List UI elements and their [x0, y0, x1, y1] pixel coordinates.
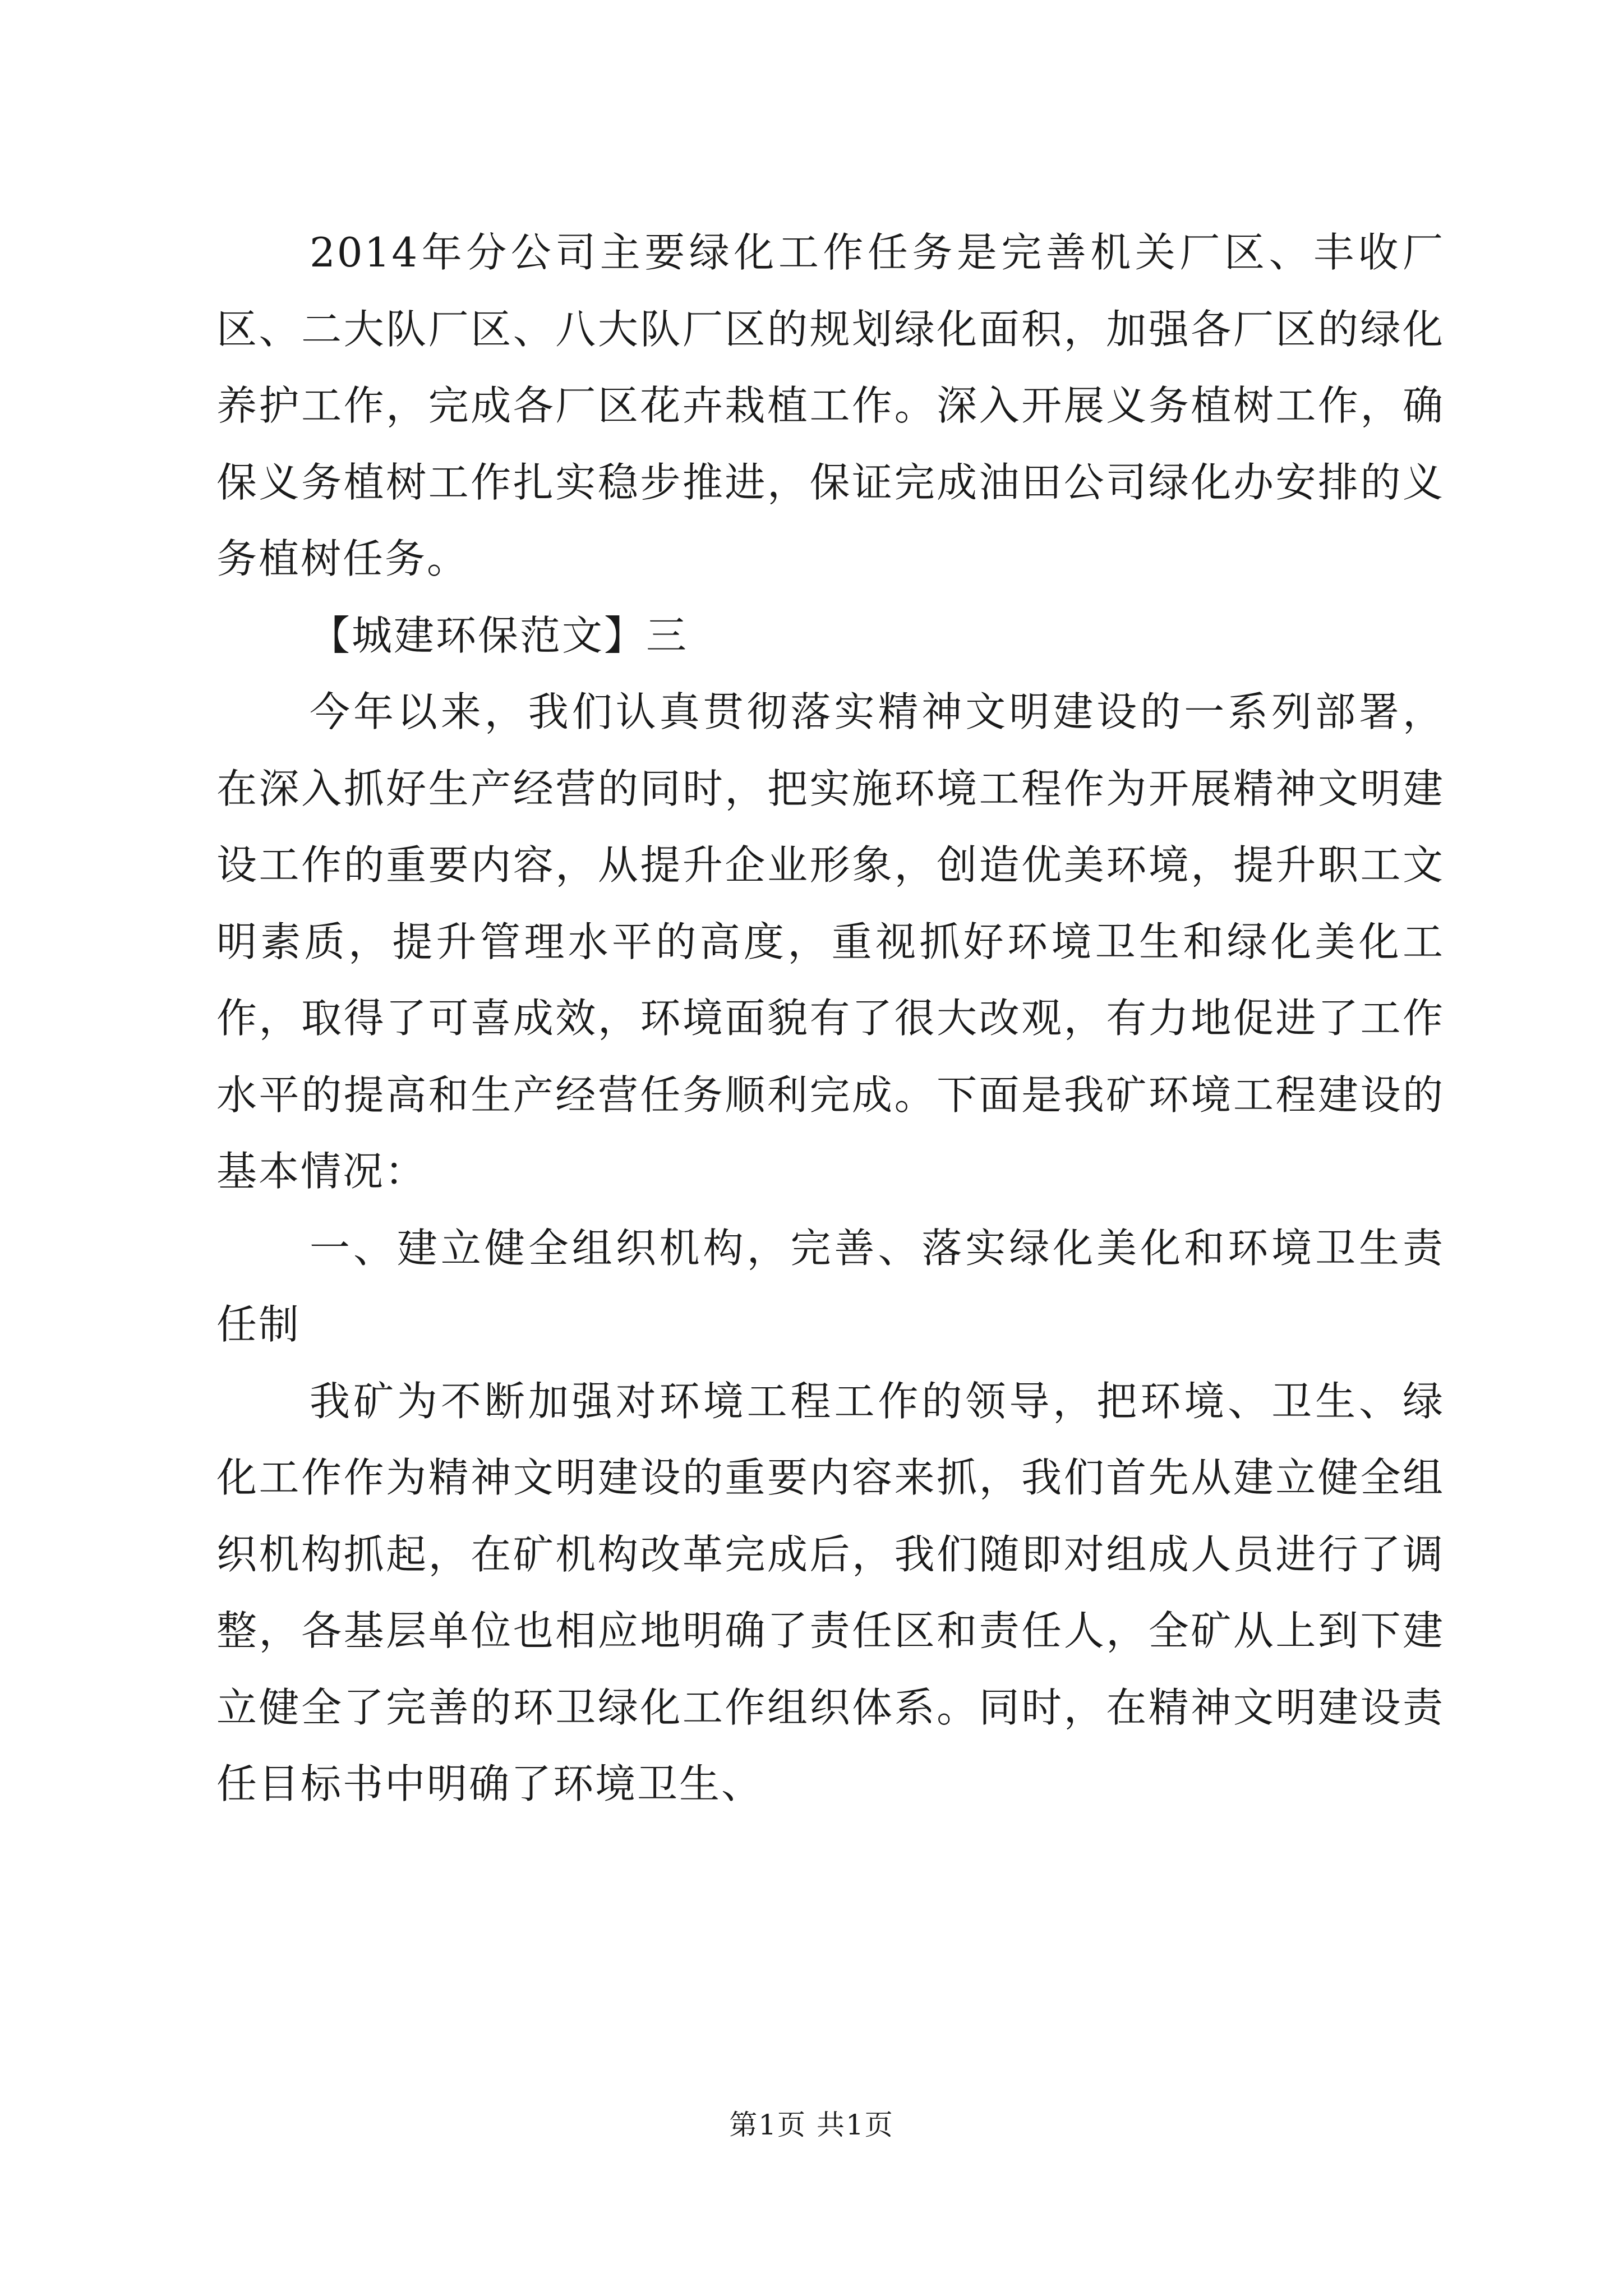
subheading-organization: 一、建立健全组织机构，完善、落实绿化美化和环境卫生责任制	[216, 1224, 1445, 1348]
page-footer: 第1页 共1页	[729, 2109, 894, 2141]
section-heading: 【城建环保范文】三	[310, 611, 689, 659]
document-body	[216, 214, 1445, 1823]
paragraph-intro: 今年以来，我们认真贯彻落实精神文明建设的一系列部署，在深入抓好生产经营的同时，把实施环境工程作为开展精神文明建设工作的重要内容，从提升企业形象，创造优美环境，提升职工文明素质，提升管理水平的高度，重视抓好环境卫生和绿化美化工作，取得了可喜成效，环境面貌有了很大改观，有力地促进了工作水平的提高和生产经营任务顺利完成。下面是我矿环境工程建设的基本情况：	[216, 688, 1445, 1195]
paragraph-greening-tasks: 2014年分公司主要绿化工作任务是完善机关厂区、丰收厂区、二大队厂区、八大队厂区的规划绿化面积，加强各厂区的绿化养护工作，完成各厂区花卉栽植工作。深入开展义务植树工作，确保义务植树工作扎实稳步推进，保证完成油田公司绿化办安排的义务植树任务。	[216, 229, 1445, 582]
paragraph-organization: 我矿为不断加强对环境工程工作的领导，把环境、卫生、绿化工作作为精神文明建设的重要内容来抓，我们首先从建立健全组织机构抓起，在矿机构改革完成后，我们随即对组成人员进行了调整，各基层单位也相应地明确了责任区和责任人，全矿从上到下建立健全了完善的环卫绿化工作组织体系。同时，在精神文明建设责任目标书中明确了环境卫生、	[216, 1377, 1445, 1807]
